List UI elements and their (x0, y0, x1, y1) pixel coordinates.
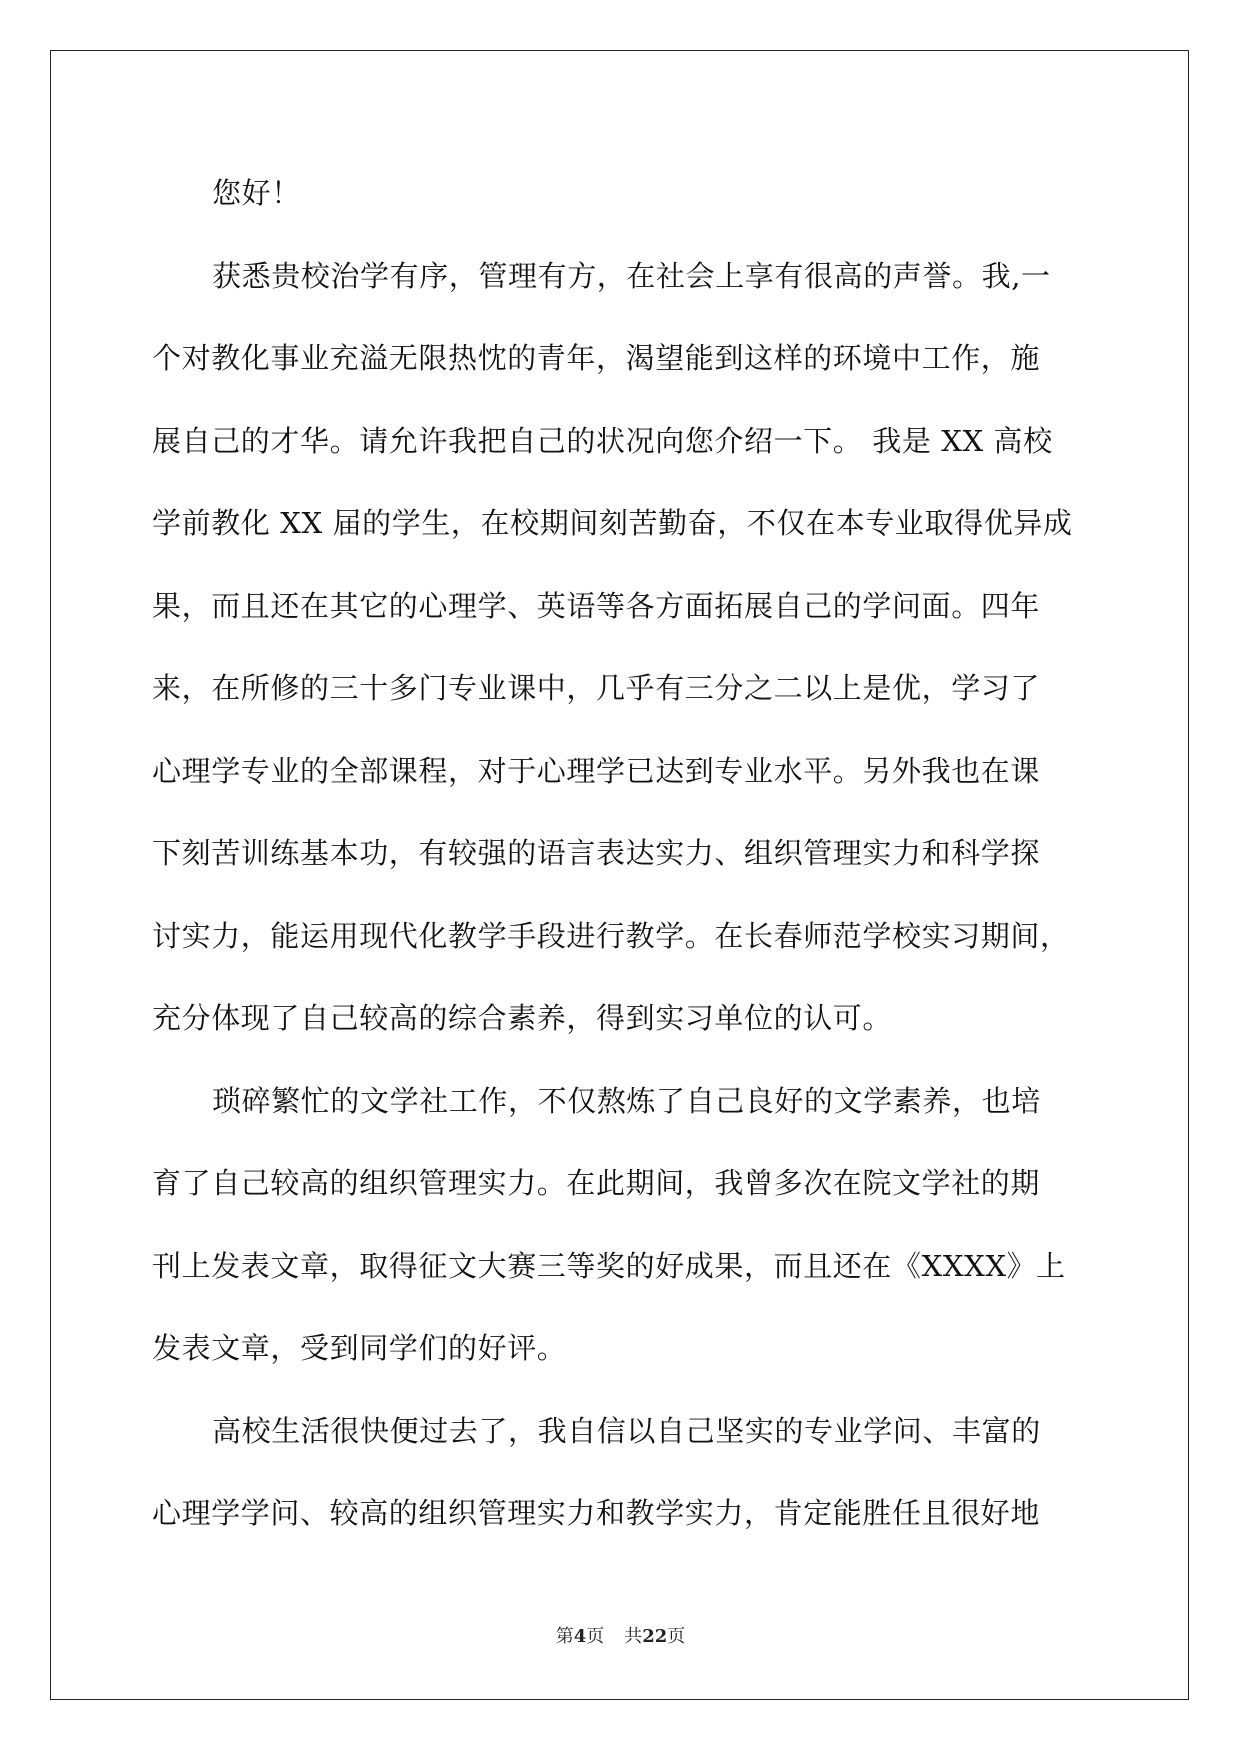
text-line: 心理学专业的全部课程，对于心理学已达到专业水平。另外我也在课 (152, 753, 1041, 788)
text-line: 展自己的才华。请允许我把自己的状况向您介绍一下。 我是 XX 高校 (152, 423, 1053, 458)
page-prefix: 第 (555, 1626, 574, 1647)
page-total: 22 (642, 1626, 668, 1647)
text-line: 讨实力，能运用现代化教学手段进行教学。在长春师范学校实习期间， (152, 918, 1070, 953)
text-line: 育了自己较高的组织管理实力。在此期间，我曾多次在院文学社的期 (152, 1166, 1041, 1200)
page-suffix: 页 (586, 1626, 605, 1647)
text-line: 心理学学问、较高的组织管理实力和教学实力，肯定能胜任且很好地 (152, 1496, 1041, 1530)
text-line: 学前教化 XX 届的学生，在校期间刻苦勤奋，不仅在本专业取得优异成 (152, 506, 1073, 540)
text-line: 果，而且还在其它的心理学、英语等各方面拓展自己的学问面。四年 (152, 588, 1041, 623)
total-suffix: 页 (667, 1626, 686, 1647)
text-line: 充分体现了自己较高的综合素养，得到实习单位的认可。 (152, 1001, 893, 1035)
text-line: 发表文章，受到同学们的好评。 (152, 1331, 567, 1365)
text-line: 来，在所修的三十多门专业课中，几乎有三分之二以上是优，学习了 (152, 671, 1041, 705)
page-footer (0, 1622, 1241, 1648)
text-line: 琐碎繁忙的文学社工作，不仅熬炼了自己良好的文学素养，也培 (212, 1083, 1041, 1118)
text-line: 高校生活很快便过去了，我自信以自己坚实的专业学问、丰富的 (212, 1413, 1041, 1448)
text-line: 个对教化事业充溢无限热忱的青年，渴望能到这样的环境中工作，施 (152, 341, 1041, 375)
page-current: 4 (573, 1626, 587, 1647)
total-prefix: 共 (624, 1626, 643, 1647)
text-line: 获悉贵校治学有序，管理有方，在社会上享有很高的声誉。我,一 (212, 258, 1051, 293)
text-line: 下刻苦训练基本功，有较强的语言表达实力、组织管理实力和科学探 (152, 836, 1041, 870)
letter-body (152, 152, 1092, 1555)
text-line: 刊上发表文章，取得征文大赛三等奖的好成果，而且还在《XXXX》上 (152, 1248, 1066, 1283)
text-line: 您好！ (212, 176, 301, 210)
